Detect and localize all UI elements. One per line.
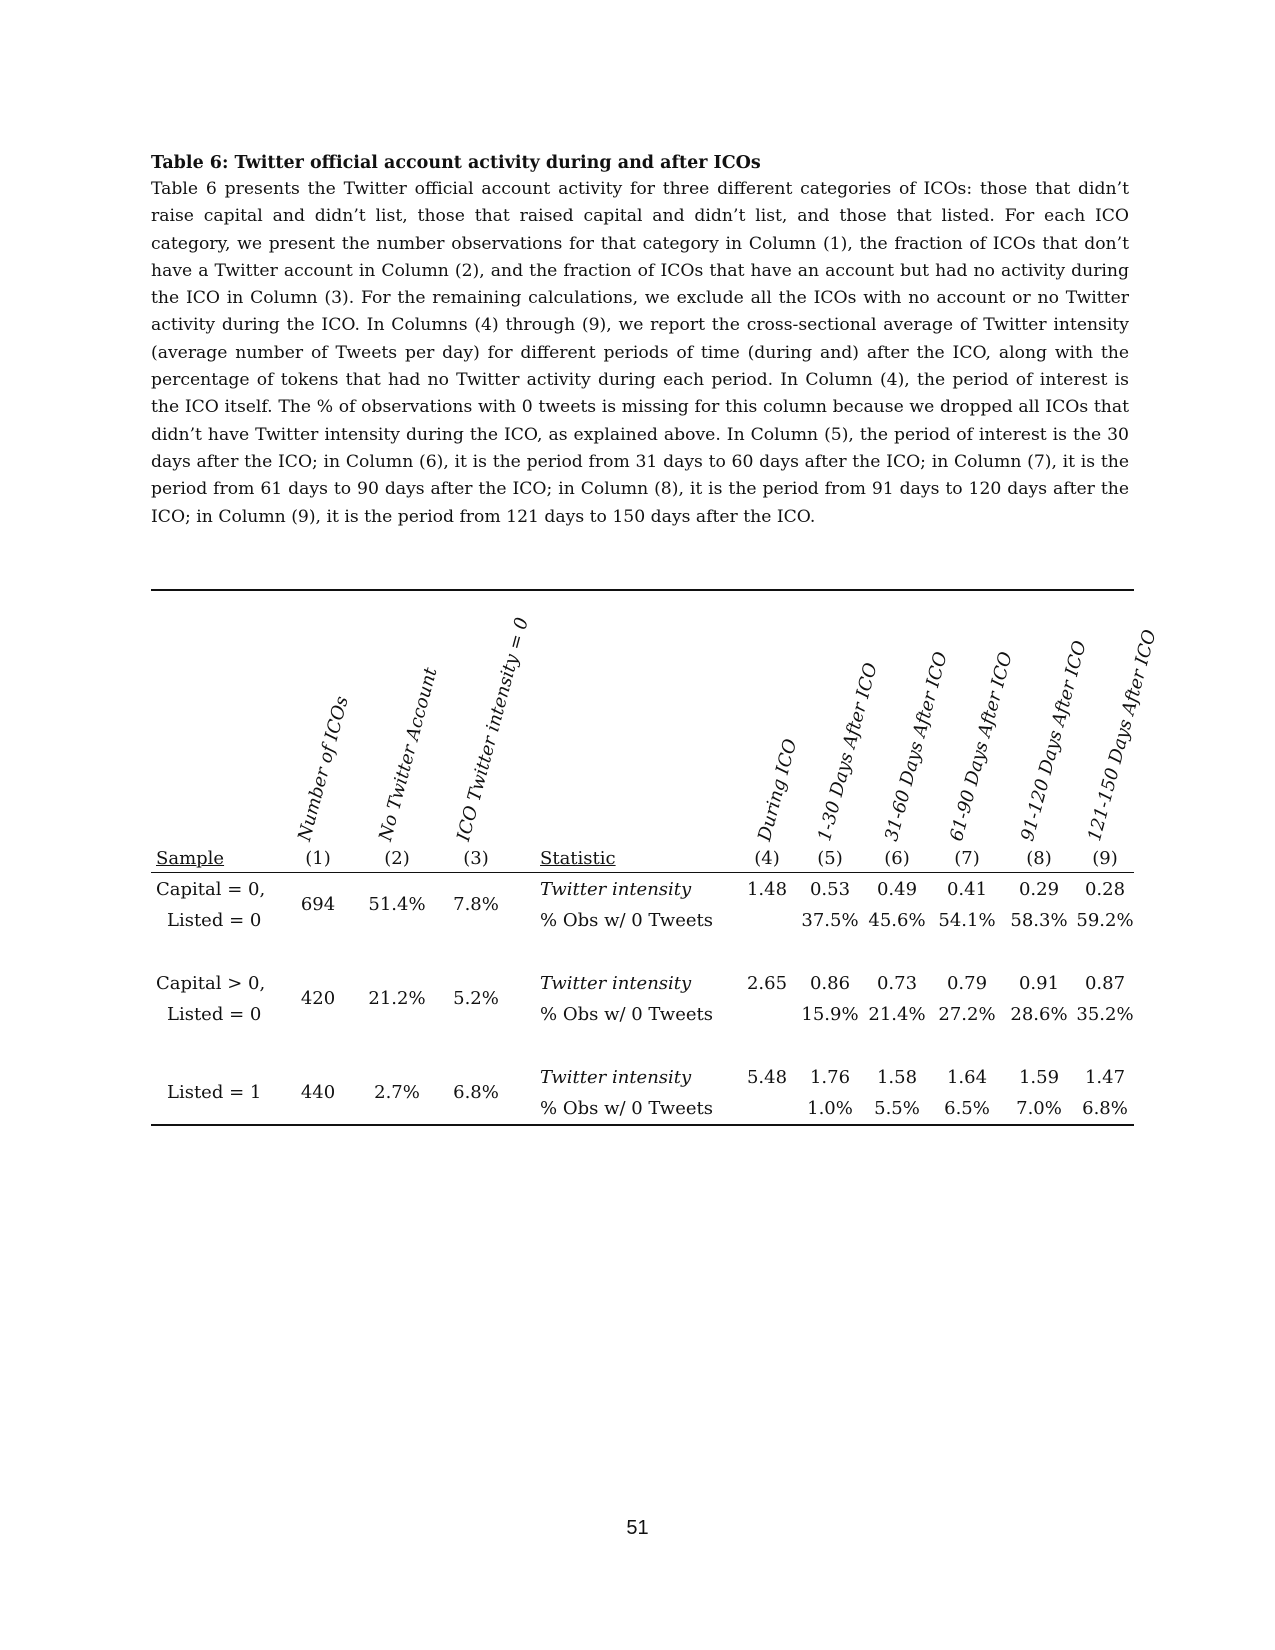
zero-tweets-value: 6.8% bbox=[1082, 1098, 1128, 1119]
stat-intensity-label: Twitter intensity bbox=[540, 879, 692, 900]
header-61-90-days: 61-90 Days After ICO bbox=[946, 649, 1017, 844]
stat-intensity-label: Twitter intensity bbox=[540, 1067, 692, 1088]
intensity-value: 1.76 bbox=[809, 1067, 851, 1088]
col-num-9: (9) bbox=[1092, 848, 1118, 869]
zero-tweets-value: 58.3% bbox=[1010, 910, 1068, 931]
col-num-4: (4) bbox=[754, 848, 780, 869]
no-account-pct: 2.7% bbox=[374, 1082, 420, 1103]
intensity-value: 0.53 bbox=[809, 879, 851, 900]
intensity-value: 0.91 bbox=[1018, 973, 1060, 994]
header-during-ico: During ICO bbox=[754, 736, 802, 844]
zero-tweets-value: 7.0% bbox=[1016, 1098, 1062, 1119]
header-1-30-days: 1-30 Days After ICO bbox=[814, 660, 882, 844]
header-number-of-icos: Number of ICOs bbox=[294, 694, 353, 844]
sample-line-1: Capital = 0, bbox=[156, 879, 266, 900]
no-account-pct: 51.4% bbox=[368, 894, 426, 915]
header-ico-twitter-intensity-zero: ICO Twitter intensity = 0 bbox=[453, 615, 533, 844]
col-num-7: (7) bbox=[954, 848, 980, 869]
intensity-value: 5.48 bbox=[746, 1067, 788, 1088]
intensity-value: 0.49 bbox=[876, 879, 918, 900]
header-121-150-days: 121-150 Days After ICO bbox=[1084, 627, 1161, 844]
zero-tweets-value: 37.5% bbox=[801, 910, 859, 931]
header-rule bbox=[151, 872, 1134, 873]
zero-tweets-value: 21.4% bbox=[868, 1004, 926, 1025]
col-num-2: (2) bbox=[384, 848, 410, 869]
page-number: 51 bbox=[626, 1517, 649, 1539]
col-num-6: (6) bbox=[884, 848, 910, 869]
no-account-pct: 21.2% bbox=[368, 988, 426, 1009]
zero-tweets-value: 28.6% bbox=[1010, 1004, 1068, 1025]
intensity-value: 2.65 bbox=[746, 973, 788, 994]
n-icos: 440 bbox=[300, 1082, 336, 1103]
col-num-3: (3) bbox=[463, 848, 489, 869]
intensity-value: 1.64 bbox=[946, 1067, 988, 1088]
sample-line-2: Listed = 0 bbox=[167, 1004, 262, 1025]
header-no-twitter-account: No Twitter Account bbox=[375, 665, 442, 844]
sample-line-2: Listed = 0 bbox=[167, 910, 262, 931]
bottom-rule bbox=[151, 1124, 1134, 1126]
header-91-120-days: 91-120 Days After ICO bbox=[1017, 638, 1091, 844]
stat-zero-label: % Obs w/ 0 Tweets bbox=[540, 1098, 713, 1119]
intensity-value: 1.58 bbox=[876, 1067, 918, 1088]
sample-line-1: Capital > 0, bbox=[156, 973, 266, 994]
sample-label: Sample bbox=[156, 848, 225, 869]
col-num-8: (8) bbox=[1026, 848, 1052, 869]
intensity-value: 0.87 bbox=[1084, 973, 1126, 994]
stat-zero-label: % Obs w/ 0 Tweets bbox=[540, 1004, 713, 1025]
zero-tweets-value: 1.0% bbox=[807, 1098, 853, 1119]
intensity-value: 0.73 bbox=[876, 973, 918, 994]
stat-zero-label: % Obs w/ 0 Tweets bbox=[540, 910, 713, 931]
stat-intensity-label: Twitter intensity bbox=[540, 973, 692, 994]
n-icos: 420 bbox=[300, 988, 336, 1009]
n-icos: 694 bbox=[300, 894, 336, 915]
intensity-value: 1.59 bbox=[1018, 1067, 1060, 1088]
zero-intensity-pct: 6.8% bbox=[453, 1082, 499, 1103]
header-31-60-days: 31-60 Days After ICO bbox=[881, 649, 952, 844]
zero-tweets-value: 54.1% bbox=[938, 910, 996, 931]
intensity-value: 1.47 bbox=[1084, 1067, 1126, 1088]
intensity-value: 0.29 bbox=[1018, 879, 1060, 900]
zero-intensity-pct: 5.2% bbox=[453, 988, 499, 1009]
intensity-value: 0.86 bbox=[809, 973, 851, 994]
col-num-5: (5) bbox=[817, 848, 843, 869]
zero-tweets-value: 35.2% bbox=[1076, 1004, 1134, 1025]
col-num-1: (1) bbox=[305, 848, 331, 869]
table-title: Table 6: Twitter official account activity during and after ICOs bbox=[151, 153, 761, 173]
sample-line-2: Listed = 1 bbox=[167, 1082, 262, 1103]
intensity-value: 0.79 bbox=[946, 973, 988, 994]
intensity-value: 0.41 bbox=[946, 879, 988, 900]
statistic-label: Statistic bbox=[540, 848, 616, 869]
zero-tweets-value: 59.2% bbox=[1076, 910, 1134, 931]
zero-tweets-value: 15.9% bbox=[801, 1004, 859, 1025]
zero-tweets-value: 45.6% bbox=[868, 910, 926, 931]
zero-tweets-value: 5.5% bbox=[874, 1098, 920, 1119]
top-rule bbox=[151, 589, 1134, 591]
zero-intensity-pct: 7.8% bbox=[453, 894, 499, 915]
intensity-value: 0.28 bbox=[1084, 879, 1126, 900]
intensity-value: 1.48 bbox=[746, 879, 788, 900]
table-caption: Table 6 presents the Twitter official account activity for three different categories of ICOs: those that didn’t raise capital and didn’t list, those that raised capital and didn’t list, and those that listed. For each ICO category, we present the number observations for that category in Column (1), the fraction of ICOs that don’t have a Twitter account in Column (2), and the fraction of ICOs that have an account but had no activity during the ICO in Column (3). For the remaining calculations, we exclude all the ICOs with no account or no Twitter activity during the ICO. In Columns (4) through (9), we report the cross-sectional average of Twitter intensity (average number of Tweets per day) for different periods of time (during and) after the ICO, along with the percentage of tokens that had no Twitter activity during each period. In Column (4), the period of interest is the ICO itself. The % of observations with 0 tweets is missing for this column because we dropped all ICOs that didn’t have Twitter intensity during the ICO, as explained above. In Column (5), the period of interest is the 30 days after the ICO; in Column (6), it is the period from 31 days to 60 days after the ICO; in Column (7), it is the period from 61 days to 90 days after the ICO; in Column (8), it is the period from 91 days to 120 days after the ICO; in Column (9), it is the period from 121 days to 150 days after the ICO. bbox=[151, 179, 1129, 527]
zero-tweets-value: 6.5% bbox=[944, 1098, 990, 1119]
zero-tweets-value: 27.2% bbox=[938, 1004, 996, 1025]
